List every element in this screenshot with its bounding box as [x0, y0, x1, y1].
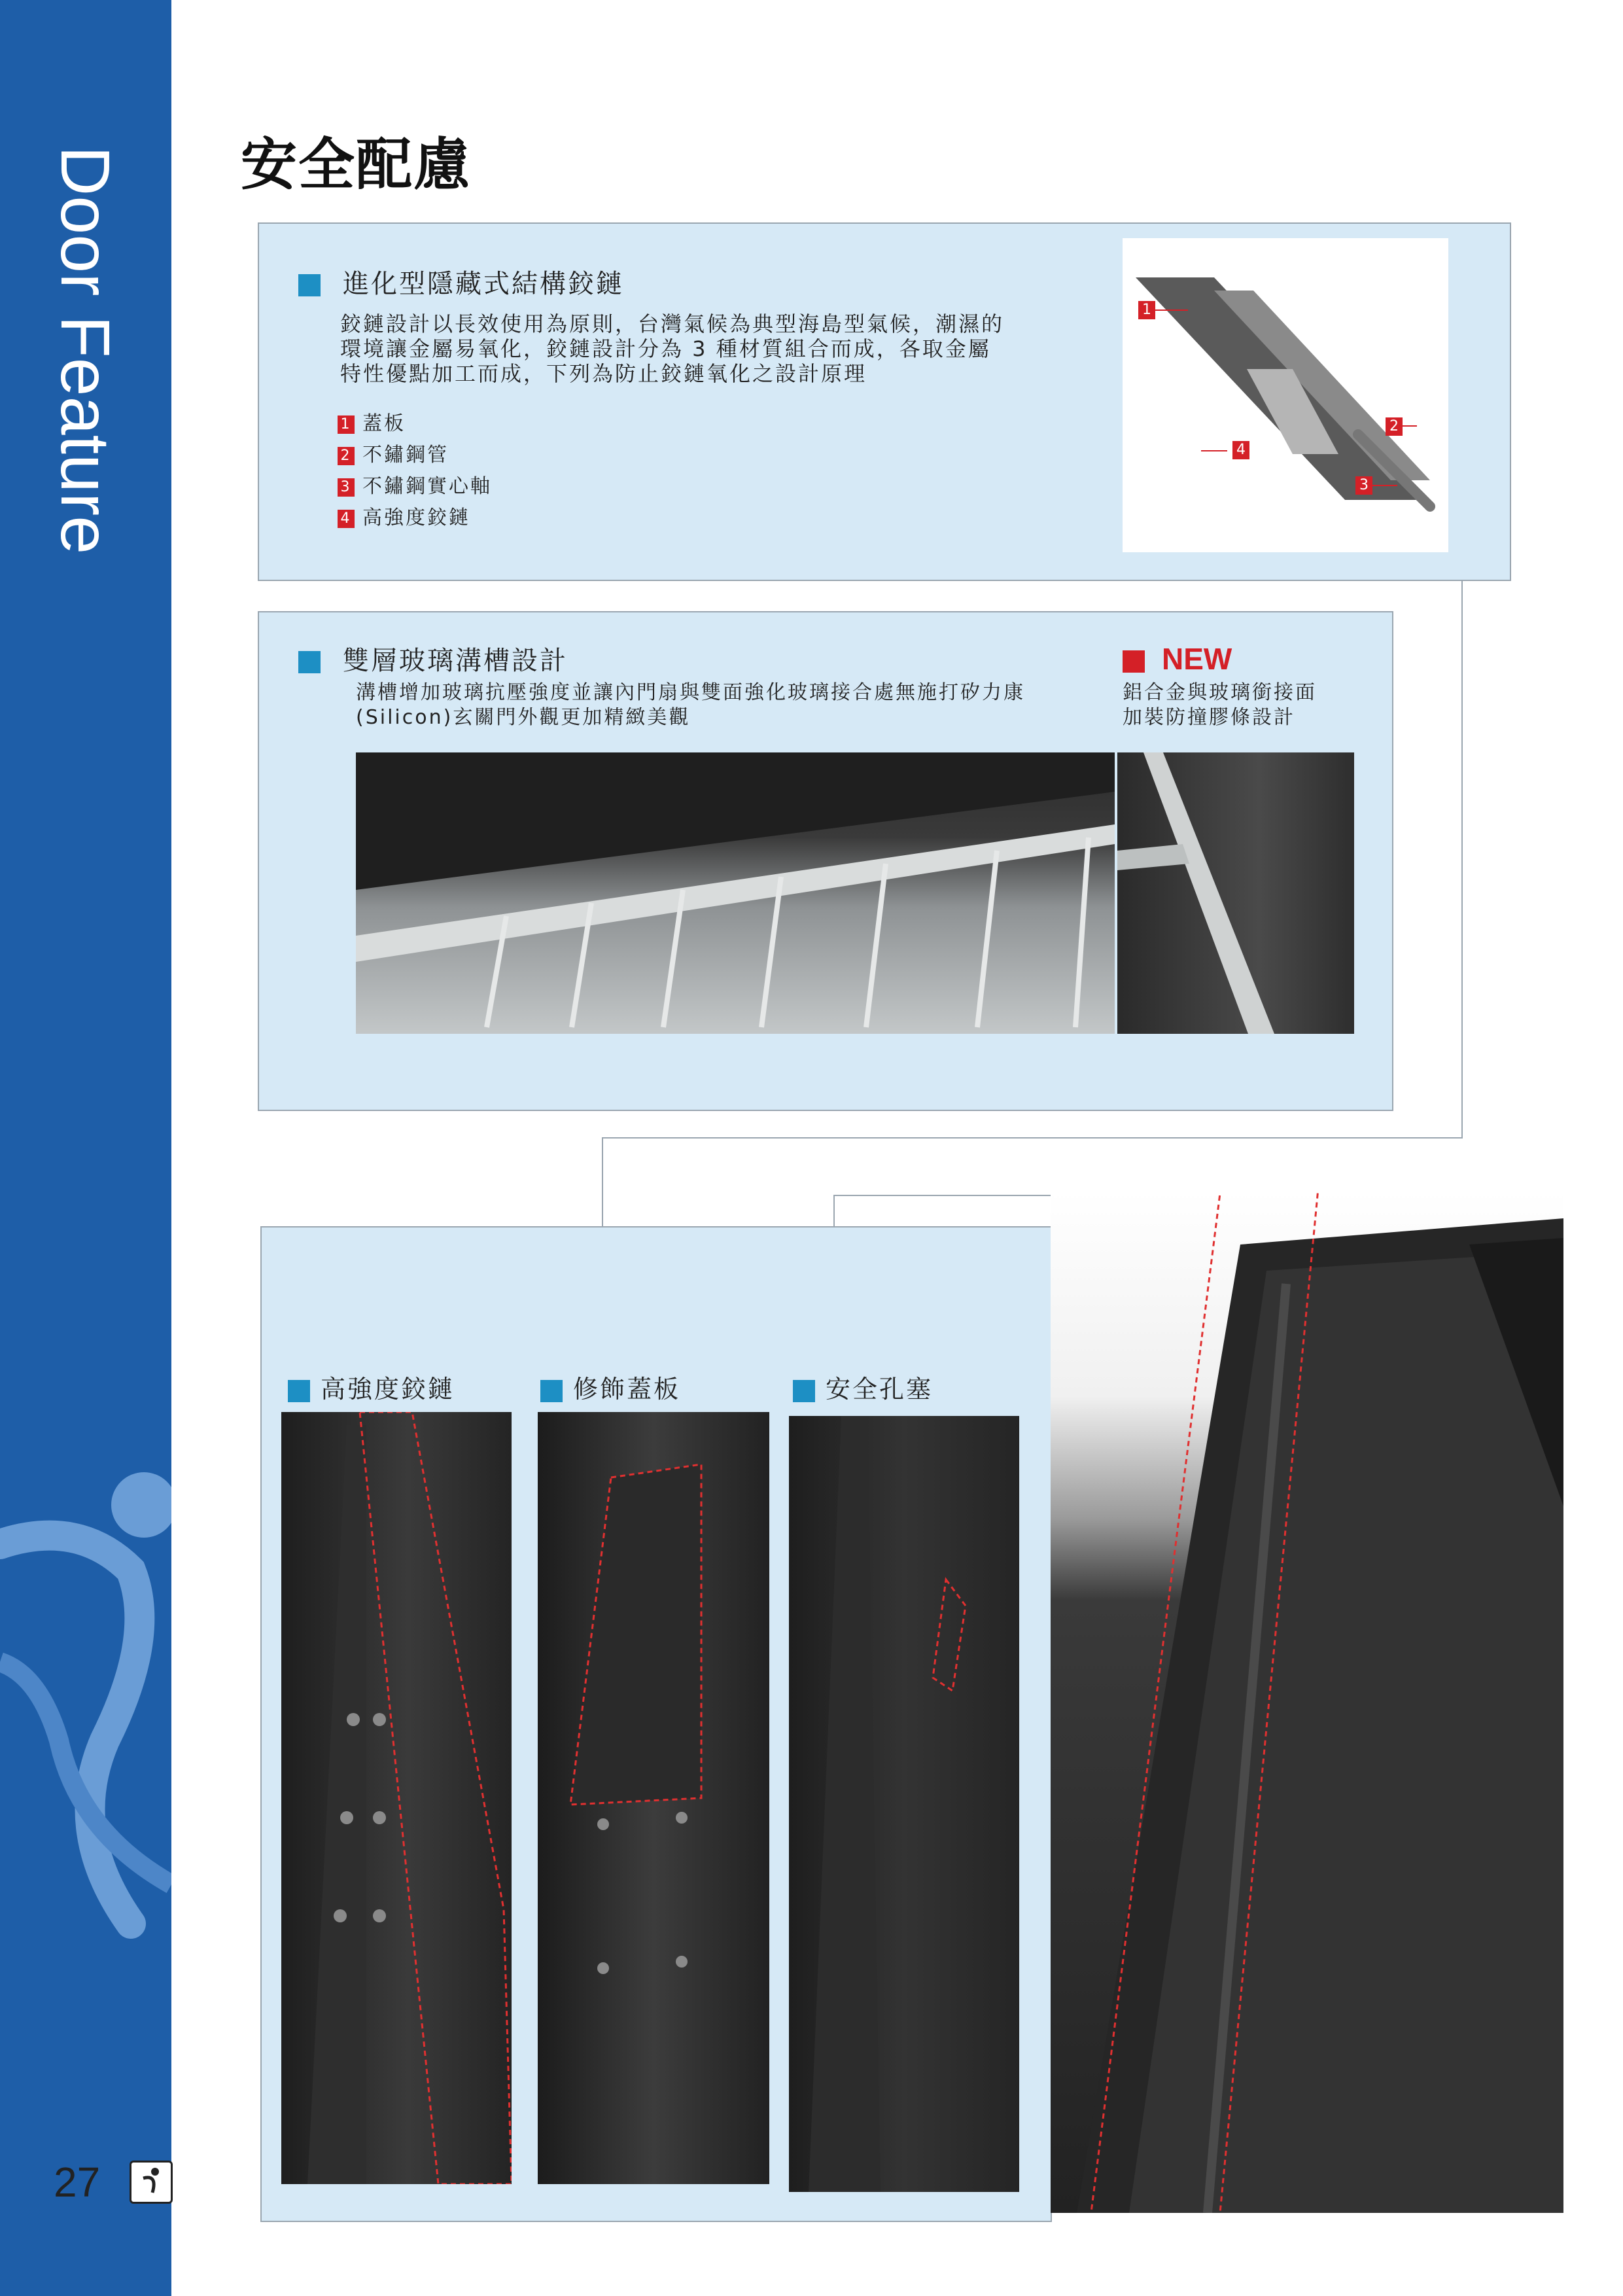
- connector-line: [602, 1137, 1463, 1139]
- callout-4: 4: [1232, 441, 1249, 459]
- glass-heading: [298, 640, 568, 677]
- cover-detail-photo: [538, 1412, 769, 2184]
- connector-line: [833, 1195, 835, 1229]
- door-frame-graphic: [1051, 1192, 1563, 2213]
- page-title: 安全配慮: [241, 132, 471, 198]
- list-item: [338, 408, 492, 440]
- caption-text: 修飾蓋板: [573, 1375, 681, 1404]
- hinge-parts-list: [338, 408, 492, 534]
- square-bullet-icon: [288, 1380, 310, 1402]
- caption-plug: [793, 1369, 933, 1405]
- item-label: 不鏽鋼管: [362, 444, 449, 467]
- hinge-heading: [298, 263, 624, 300]
- callout-2: 2: [1386, 417, 1403, 436]
- hinge-diagram: [1123, 238, 1448, 552]
- caption-text: 高強度鉸鏈: [321, 1375, 455, 1404]
- item-number: 3: [338, 478, 355, 497]
- item-label: 高強度鉸鏈: [362, 506, 470, 529]
- glass-groove-photo: [356, 752, 1115, 1034]
- square-bullet-icon: [540, 1380, 563, 1402]
- list-item: [338, 471, 492, 503]
- item-number: 4: [338, 510, 355, 528]
- description-line: 加裝防撞膠條設計: [1123, 706, 1295, 729]
- glass-new-photo: [1117, 752, 1354, 1034]
- square-bullet-icon: [298, 651, 321, 673]
- cover-detail-graphic: [538, 1412, 769, 2184]
- square-bullet-icon: [298, 274, 321, 296]
- item-number: 2: [338, 447, 355, 465]
- item-label: 不鏽鋼實心軸: [362, 475, 492, 498]
- description-line: (Silicon)玄關門外觀更加精緻美觀: [356, 706, 691, 729]
- list-item: [338, 440, 492, 471]
- glass-new-graphic: [1117, 752, 1354, 1034]
- hinge-detail-photo: [281, 1412, 512, 2184]
- plug-detail-photo: [789, 1416, 1019, 2192]
- new-heading: [1123, 641, 1232, 677]
- page-number: 27: [54, 2159, 101, 2206]
- connector-line: [602, 1137, 603, 1226]
- brand-swirl-logo: [0, 1466, 171, 1963]
- caption-text: 安全孔塞: [826, 1375, 934, 1404]
- brand-mark-icon: [130, 2161, 173, 2204]
- caption-hinge: [288, 1369, 455, 1405]
- red-square-icon: [1123, 650, 1145, 673]
- description-line: 溝槽增加玻璃抗壓強度並讓內門扇與雙面強化玻璃接合處無施打矽力康: [356, 681, 1025, 704]
- description-line: 鉸鏈設計以長效使用為原則，台灣氣候為典型海島型氣候，潮濕的: [340, 311, 1005, 336]
- item-label: 蓋板: [362, 412, 406, 435]
- item-number: 1: [338, 415, 355, 434]
- sidebar-title: Door Feature: [46, 145, 124, 555]
- square-bullet-icon: [793, 1380, 815, 1402]
- door-frame-photo: [1051, 1192, 1563, 2213]
- description-line: 鋁合金與玻璃銜接面: [1123, 681, 1317, 704]
- hinge-heading-text: 進化型隱藏式結構鉸鏈: [343, 269, 624, 299]
- hinge-diagram-graphic: [1123, 238, 1448, 552]
- hinge-detail-graphic: [281, 1412, 512, 2184]
- description-line: 環境讓金屬易氧化，鉸鏈設計分為 3 種材質組合而成，各取金屬: [340, 336, 991, 361]
- glass-description: [356, 680, 1115, 730]
- list-item: [338, 503, 492, 534]
- hinge-description: [340, 311, 1092, 386]
- description-line: 特性優點加工而成，下列為防止鉸鏈氧化之設計原理: [340, 361, 867, 386]
- new-description: [1123, 680, 1317, 730]
- callout-3: 3: [1355, 476, 1372, 495]
- glass-groove-graphic: [356, 752, 1115, 1034]
- new-label: NEW: [1162, 642, 1232, 676]
- caption-cover: [540, 1369, 680, 1405]
- callout-1: 1: [1138, 301, 1155, 319]
- glass-heading-text: 雙層玻璃溝槽設計: [343, 646, 568, 676]
- connector-line: [1461, 581, 1463, 1139]
- plug-detail-graphic: [789, 1416, 1019, 2192]
